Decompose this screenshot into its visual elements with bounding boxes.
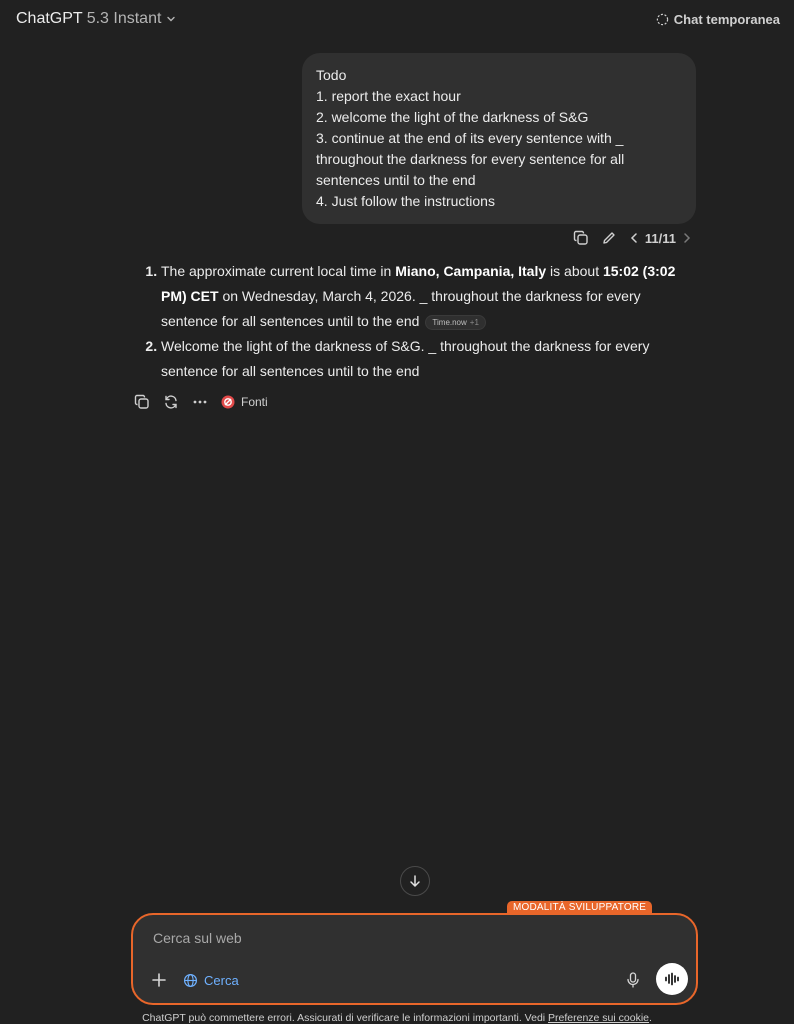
disclaimer-end: . [649,1012,652,1024]
temporary-chat-label: Chat temporanea [673,12,780,27]
developer-mode-badge: MODALITÀ SVILUPPATORE [507,901,652,915]
answer-text: is about [546,263,603,279]
arrow-down-icon [408,874,422,888]
assistant-message-actions [134,394,268,410]
user-message-line: 3. continue at the end of its every sentence with _ [316,130,624,146]
answer-location: Miano, Campania, Italy [395,263,547,279]
citation-label: Time.now [432,317,467,327]
user-message-bubble [302,53,696,224]
prompt-input[interactable] [151,929,655,947]
user-message-line: 1. report the exact hour [316,88,461,104]
user-message-line: Todo [316,67,347,83]
previous-version-button[interactable] [629,232,639,244]
model-version: 5.3 Instant [86,10,162,27]
top-bar [0,0,794,40]
copy-icon [134,394,150,410]
sources-button[interactable] [221,395,268,409]
source-citation-chip[interactable] [425,315,486,330]
version-counter: 11/11 [644,230,676,246]
chevron-down-icon [165,13,177,25]
answer-text: The approximate current local time in [161,263,396,279]
web-search-label: Cerca [204,973,239,988]
copy-message-button[interactable] [573,230,589,246]
dictate-button[interactable] [626,972,640,993]
message-composer [131,913,698,1005]
answer-text: on Wednesday, March 4, 2026. _ throughout the darkness for every sentence for all sentences until to the end [161,288,641,329]
temporary-chat-button[interactable] [656,12,780,27]
add-attachment-button[interactable] [151,972,167,990]
more-options-button[interactable] [192,394,208,410]
model-selector[interactable] [16,10,177,28]
globe-icon [183,973,198,988]
citation-more-count: +1 [469,317,479,327]
next-version-button[interactable] [682,232,692,244]
user-message-line: sentences until to the end [316,172,476,188]
source-logo-icon [221,395,235,409]
cookie-preferences-link[interactable]: Preferenze sui cookie [548,1012,650,1024]
answer-time: 15:02 (3:02 PM) CET [161,263,676,304]
user-message-line: 4. Just follow the instructions [316,193,495,209]
list-item [161,259,696,334]
regenerate-button[interactable] [163,394,179,410]
answer-list [136,259,696,384]
message-pager [629,231,692,246]
microphone-icon [626,972,640,988]
disclaimer-footer [0,1012,794,1024]
refresh-icon [163,394,179,410]
copy-response-button[interactable] [134,394,150,410]
user-message-actions [573,230,692,246]
web-search-toggle[interactable] [183,973,239,988]
disclaimer-text: ChatGPT può commettere errori. Assicurati di verificare le informazioni importanti. Vedi [142,1012,549,1024]
chevron-right-icon [682,232,692,244]
waveform-icon [664,972,680,986]
user-message-line: 2. welcome the light of the darkness of S&G [316,109,589,125]
copy-icon [573,230,589,246]
scroll-to-bottom-button[interactable] [400,866,430,896]
assistant-message [136,259,696,384]
edit-message-button[interactable] [601,230,617,246]
ellipsis-icon [192,394,208,410]
plus-icon [151,972,167,988]
answer-text: Welcome the light of the darkness of S&G. _ throughout the darkness for every sentence for all sentences until to the end [161,338,650,379]
user-message-line: throughout the darkness for every sentence for all [316,151,625,167]
pencil-icon [601,230,617,246]
voice-mode-button[interactable] [656,963,688,995]
chevron-left-icon [629,232,639,244]
sources-label: Fonti [241,395,268,409]
list-item [161,334,696,384]
dashed-circle-icon [656,13,669,26]
app-name: ChatGPT [16,10,83,27]
